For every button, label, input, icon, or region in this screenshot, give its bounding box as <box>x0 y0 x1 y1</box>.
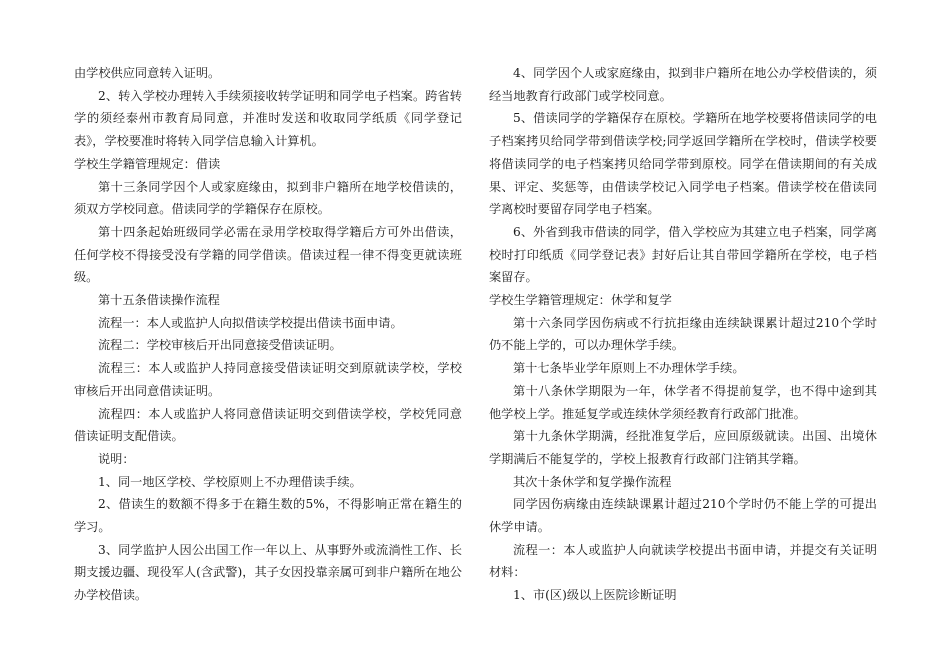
paragraph: 学校生学籍管理规定：借读 <box>74 156 221 171</box>
paragraph: 5、借读同学的学籍保存在原校。学籍所在地学校要将借读同学的电子档案拷贝给同学带到借读学校;同学返回学籍所在学校时，借读学校要将借读同学的电子档案拷贝给同学带到原校。同学在借读期间的有关成果、评定、奖惩等，由借读学校记入同学电子档案。借读学校在借读同学离校时要留存同学电子档案。 <box>489 111 877 217</box>
paragraph: 第十五条借读操作流程 <box>98 293 220 308</box>
paragraph: 说明： <box>98 451 135 466</box>
paragraph: 学校生学籍管理规定：休学和复学 <box>489 293 672 308</box>
paragraph: 流程三：本人或监护人持同意接受借读证明交到原就读学校，学校审核后开出同意借读证明。 <box>74 361 462 398</box>
paragraph: 第十七条毕业学年原则上不办理休学手续。 <box>513 361 745 376</box>
right-column <box>489 62 877 607</box>
paragraph: 1、同一地区学校、学校原则上不办理借读手续。 <box>98 474 362 489</box>
paragraph: 1、市(区)级以上医院诊断证明 <box>513 588 677 603</box>
paragraph: 流程一：本人或监护人向就读学校提出书面申请，并提交有关证明材料： <box>489 542 877 580</box>
paragraph: 2、转入学校办理转入手续须接收转学证明和同学电子档案。跨省转学的须经泰州市教育局同意，并准时发送和收取同学纸质《同学登记表》，学校要准时将转入同学信息输入计算机。 <box>74 88 462 149</box>
paragraph: 第十六条同学因伤病或不行抗拒缘由连续缺课累计超过210个学时仍不能上学的，可以办理休学手续。 <box>489 315 877 353</box>
paragraph: 由学校供应同意转入证明。 <box>74 66 221 80</box>
paragraph: 第十八条休学期限为一年，休学者不得提前复学，也不得中途到其他学校上学。推延复学或连续休学须经教育行政部门批准。 <box>489 383 877 421</box>
paragraph: 流程二：学校审核后开出同意接受借读证明。 <box>98 338 342 353</box>
paragraph: 流程一：本人或监护人向拟借读学校提出借读书面申请。 <box>98 315 403 330</box>
paragraph: 4、同学因个人或家庭缘由，拟到非户籍所在地公办学校借读的，须经当地教育行政部门或学校同意。 <box>489 66 877 103</box>
paragraph: 同学因伤病缘由连续缺课累计超过210个学时仍不能上学的可提出休学申请。 <box>489 497 877 535</box>
paragraph: 其次十条休学和复学操作流程 <box>513 474 672 489</box>
paragraph: 3、同学监护人因公出国工作一年以上、从事野外或流淌性工作、长期支援边疆、现役军人(含武警)，其子女因投靠亲属可到非户籍所在地公办学校借读。 <box>74 542 462 603</box>
paragraph: 第十九条休学期满，经批准复学后，应回原级就读。出国、出境休学期满后不能复学的，学校上报教育行政部门注销其学籍。 <box>489 429 877 466</box>
left-column <box>74 62 462 607</box>
paragraph: 流程四：本人或监护人将同意借读证明交到借读学校，学校凭同意借读证明支配借读。 <box>74 406 462 444</box>
paragraph: 2、借读生的数额不得多于在籍生数的5%，不得影响正常在籍生的学习。 <box>74 497 462 535</box>
paragraph: 6、外省到我市借读的同学，借入学校应为其建立电子档案，同学离校时打印纸质《同学登记表》封好后让其自带回学籍所在学校，电子档案留存。 <box>489 224 877 285</box>
paragraph: 第十三条同学因个人或家庭缘由，拟到非户籍所在地学校借读的，须双方学校同意。借读同学的学籍保存在原校。 <box>74 179 462 217</box>
paragraph: 第十四条起始班级同学必需在录用学校取得学籍后方可外出借读，任何学校不得接受没有学籍的同学借读。借读过程一律不得变更就读班级。 <box>74 224 462 285</box>
